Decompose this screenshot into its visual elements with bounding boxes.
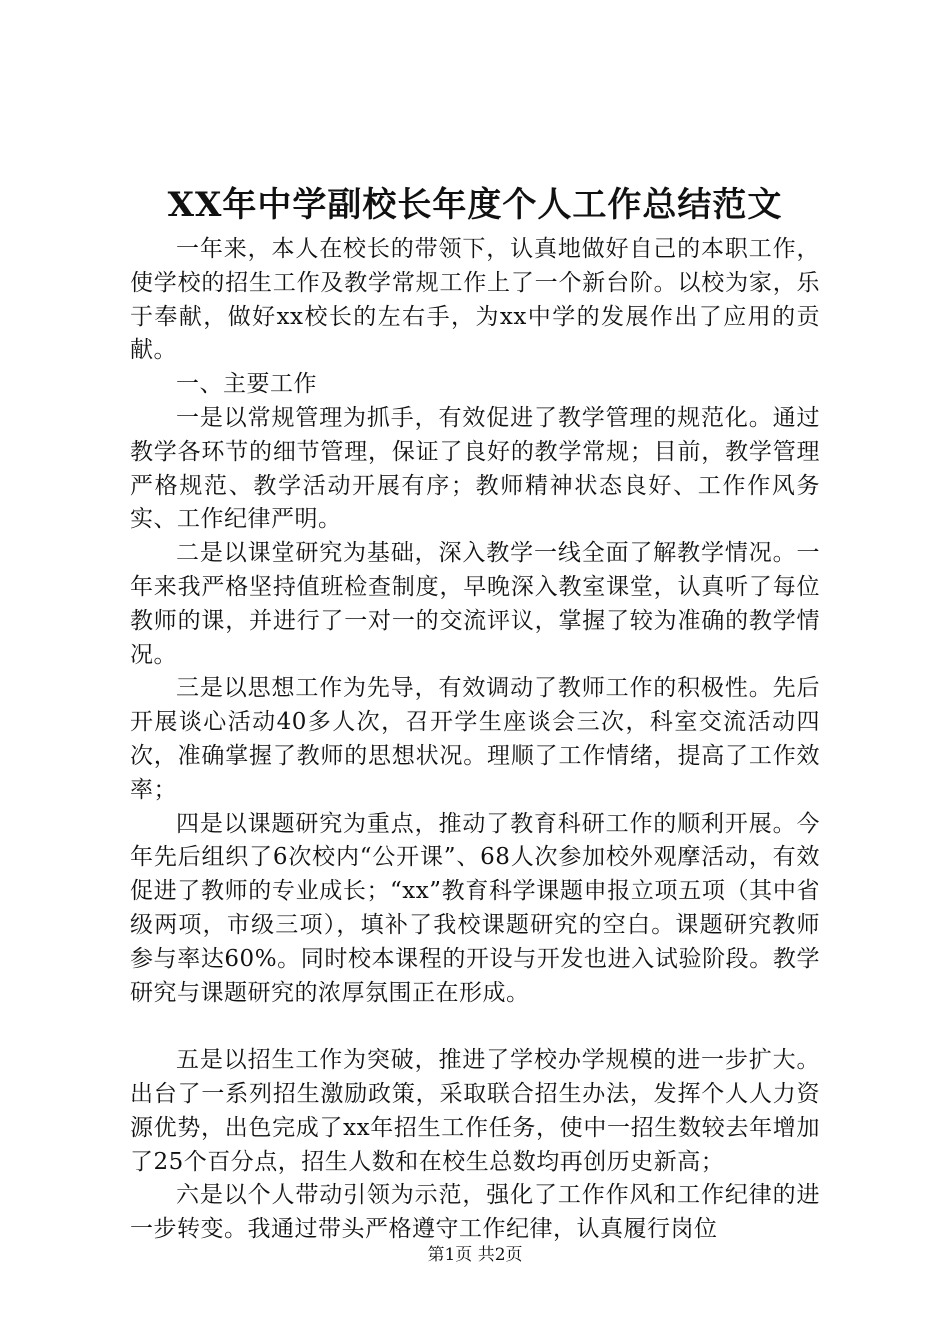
paragraph-item-2: 二是以课堂研究为基础，深入教学一线全面了解教学情况。一年来我严格坚持值班检查制度，早晚深入教室课堂，认真听了每位教师的课，并进行了一对一的交流评议，掌握了较为准确的教学情况。 [130,540,820,668]
document-title: XX年中学副校长年度个人工作总结范文 [167,185,783,225]
paragraph-item-3: 三是以思想工作为先导，有效调动了教师工作的积极性。先后开展谈心活动40多人次，召开学生座谈会三次，科室交流活动四次，准确掌握了教师的思想状况。理顺了工作情绪，提高了工作效率； [130,675,820,803]
paragraph-intro: 一年来，本人在校长的带领下，认真地做好自己的本职工作，使学校的招生工作及教学常规工作上了一个新台阶。以校为家，乐于奉献，做好xx校长的左右手，为xx中学的发展作出了应用的贡献。 [130,236,820,364]
page-number-footer: 第1页 共2页 [427,1245,523,1265]
section-heading-main-work: 一、主要工作 [176,371,317,398]
document-body [130,233,820,1247]
paragraph-item-1: 一是以常规管理为抓手，有效促进了教学管理的规范化。通过教学各环节的细节管理，保证了良好的教学常规；目前，教学管理严格规范、教学活动开展有序；教师精神状态良好、工作作风务实、工作纪律严明。 [130,404,820,533]
paragraph-item-5: 五是以招生工作为突破，推进了学校办学规模的进一步扩大。出台了一系列招生激励政策，采取联合招生办法，发挥个人人力资源优势，出色完成了xx年招生工作任务，使中一招生数较去年增加了25个百分点，招生人数和在校生总数均再创历史新高； [130,1047,820,1175]
paragraph-item-4: 四是以课题研究为重点，推动了教育科研工作的顺利开展。今年先后组织了6次校内“公开课”、68人次参加校外观摩活动，有效促进了教师的专业成长；“xx”教育科学课题申报立项五项（其中省级两项，市级三项），填补了我校课题研究的空白。课题研究教师参与率达60%。同时校本课程的开设与开发也进入试验阶段。教学研究与课题研究的浓厚氛围正在形成。 [130,810,820,1006]
paragraph-item-6: 六是以个人带动引领为示范，强化了工作作风和工作纪律的进一步转变。我通过带头严格遵守工作纪律，认真履行岗位 [130,1182,820,1243]
